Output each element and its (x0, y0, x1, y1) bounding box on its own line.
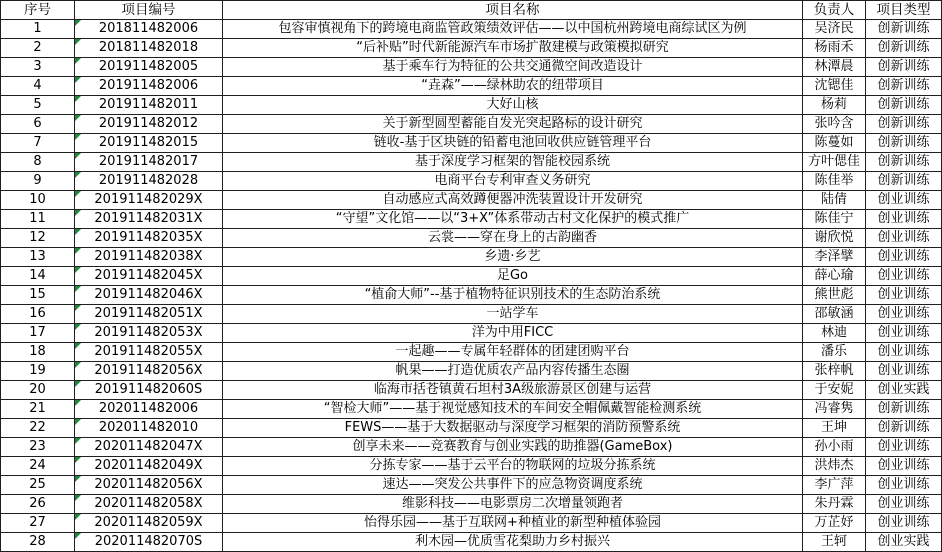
cell-type[interactable]: 创新训练 (866, 96, 942, 115)
text-number-indicator-icon (75, 305, 81, 311)
cell-no[interactable]: 17 (1, 324, 75, 343)
text-number-indicator-icon (75, 343, 81, 349)
cell-leader[interactable]: 方叶偲佳 (803, 153, 866, 172)
cell-type[interactable]: 创业训练 (866, 438, 942, 457)
cell-name[interactable]: 电商平台专利审查义务研究 (223, 172, 803, 191)
cell-no[interactable]: 15 (1, 286, 75, 305)
cell-name[interactable]: 足Go (223, 267, 803, 286)
text-number-indicator-icon (75, 457, 81, 463)
header-row (1, 1, 942, 20)
cell-code-text: 201911482051X (94, 306, 203, 321)
cell-type[interactable]: 创新训练 (866, 77, 942, 96)
cell-code-text: 201811482006 (98, 21, 199, 36)
text-number-indicator-icon (75, 381, 81, 387)
cell-code-text: 201911482006 (98, 78, 199, 93)
cell-leader[interactable]: 杨莉 (803, 96, 866, 115)
cell-name[interactable]: FEWS——基于大数据驱动与深度学习框架的消防预警系统 (223, 419, 803, 438)
text-number-indicator-icon (75, 134, 81, 140)
cell-leader[interactable]: 陈佳宁 (803, 210, 866, 229)
cell-code-text: 201911482011 (98, 97, 199, 112)
cell-code-text: 201911482029X (94, 192, 203, 207)
cell-code[interactable] (75, 115, 223, 134)
text-number-indicator-icon (75, 438, 81, 444)
cell-code[interactable] (75, 514, 223, 533)
text-number-indicator-icon (75, 153, 81, 159)
cell-code[interactable] (75, 305, 223, 324)
cell-no[interactable]: 22 (1, 419, 75, 438)
cell-no[interactable]: 10 (1, 191, 75, 210)
cell-no[interactable]: 11 (1, 210, 75, 229)
header-no[interactable]: 序号 (1, 1, 75, 20)
cell-type[interactable]: 创新训练 (866, 153, 942, 172)
cell-name[interactable]: “守望”文化馆——以“3+X”体系带动古村文化保护的模式推广 (223, 210, 803, 229)
cell-name[interactable]: “后补贴”时代新能源汽车市场扩散建模与政策模拟研究 (223, 39, 803, 58)
cell-leader[interactable]: 林潭晨 (803, 58, 866, 77)
text-number-indicator-icon (75, 400, 81, 406)
header-name[interactable]: 项目名称 (223, 1, 803, 20)
cell-code[interactable] (75, 324, 223, 343)
cell-no[interactable]: 1 (1, 20, 75, 39)
cell-code-text: 202011482056X (94, 477, 203, 492)
cell-type[interactable]: 创业训练 (866, 362, 942, 381)
table-row (1, 20, 942, 39)
cell-code-text: 202011482058X (94, 496, 203, 511)
cell-code[interactable] (75, 172, 223, 191)
table-row (1, 229, 942, 248)
header-code[interactable]: 项目编号 (75, 1, 223, 20)
cell-leader[interactable]: 沈锶佳 (803, 77, 866, 96)
cell-type[interactable]: 创业训练 (866, 476, 942, 495)
cell-type[interactable]: 创业训练 (866, 248, 942, 267)
text-number-indicator-icon (75, 248, 81, 254)
cell-leader[interactable]: 张吟含 (803, 115, 866, 134)
cell-no[interactable]: 3 (1, 58, 75, 77)
cell-code[interactable] (75, 39, 223, 58)
table-row (1, 400, 942, 419)
cell-no[interactable]: 18 (1, 343, 75, 362)
cell-code[interactable] (75, 400, 223, 419)
text-number-indicator-icon (75, 58, 81, 64)
table-row (1, 533, 942, 552)
cell-leader[interactable]: 王轲 (803, 533, 866, 552)
cell-type[interactable]: 创业实践 (866, 533, 942, 552)
cell-code-text: 202011482047X (94, 439, 203, 454)
cell-type[interactable]: 创新训练 (866, 115, 942, 134)
cell-code[interactable] (75, 457, 223, 476)
cell-type[interactable]: 创业训练 (866, 495, 942, 514)
cell-leader[interactable]: 陈佳举 (803, 172, 866, 191)
table-row (1, 457, 942, 476)
cell-type[interactable]: 创业实践 (866, 381, 942, 400)
text-number-indicator-icon (75, 267, 81, 273)
cell-no[interactable]: 24 (1, 457, 75, 476)
cell-name[interactable]: 一起趣——专属年轻群体的团建团购平台 (223, 343, 803, 362)
cell-name[interactable]: 利木园—优质雪花梨助力乡村振兴 (223, 533, 803, 552)
text-number-indicator-icon (75, 20, 81, 26)
cell-name[interactable]: 基于乘车行为特征的公共交通微空间改造设计 (223, 58, 803, 77)
cell-code[interactable] (75, 248, 223, 267)
cell-no[interactable]: 23 (1, 438, 75, 457)
cell-name[interactable]: 链收-基于区块链的铅蓄电池回收供应链管理平台 (223, 134, 803, 153)
cell-code-text: 202011482059X (94, 515, 203, 530)
header-type[interactable]: 项目类型 (866, 1, 942, 20)
cell-type[interactable]: 创业训练 (866, 457, 942, 476)
cell-name[interactable]: 临海市括苍镇黄石坦村3A级旅游景区创建与运营 (223, 381, 803, 400)
cell-code-text: 201911482015 (98, 135, 199, 150)
cell-no[interactable]: 25 (1, 476, 75, 495)
cell-type[interactable]: 创业训练 (866, 324, 942, 343)
cell-name[interactable]: 创享未来——竞赛教育与创业实践的助推器(GameBox) (223, 438, 803, 457)
table-row (1, 438, 942, 457)
cell-leader[interactable]: 熊世彪 (803, 286, 866, 305)
cell-code-text: 202011482010 (98, 420, 199, 435)
cell-code-text: 201911482012 (98, 116, 199, 131)
cell-code[interactable] (75, 495, 223, 514)
cell-code[interactable] (75, 438, 223, 457)
table-row (1, 324, 942, 343)
cell-code[interactable] (75, 210, 223, 229)
cell-no[interactable]: 16 (1, 305, 75, 324)
cell-leader[interactable]: 李泽擘 (803, 248, 866, 267)
cell-no[interactable]: 12 (1, 229, 75, 248)
cell-type[interactable]: 创业训练 (866, 286, 942, 305)
cell-no[interactable]: 21 (1, 400, 75, 419)
text-number-indicator-icon (75, 514, 81, 520)
cell-code[interactable] (75, 343, 223, 362)
text-number-indicator-icon (75, 77, 81, 83)
cell-leader[interactable]: 陈蔓如 (803, 134, 866, 153)
cell-type[interactable]: 创业训练 (866, 305, 942, 324)
cell-code-text: 202011482070S (94, 534, 203, 549)
table-row (1, 77, 942, 96)
table-row (1, 419, 942, 438)
cell-code[interactable] (75, 381, 223, 400)
cell-leader[interactable]: 朱丹霖 (803, 495, 866, 514)
table-row (1, 286, 942, 305)
cell-code[interactable] (75, 20, 223, 39)
cell-name[interactable]: 维影科技——电影票房二次增量领跑者 (223, 495, 803, 514)
cell-no[interactable]: 5 (1, 96, 75, 115)
cell-no[interactable]: 14 (1, 267, 75, 286)
cell-type[interactable]: 创业训练 (866, 267, 942, 286)
table-row (1, 514, 942, 533)
cell-no[interactable]: 26 (1, 495, 75, 514)
cell-type[interactable]: 创新训练 (866, 172, 942, 191)
cell-code-text: 201911482031X (94, 211, 203, 226)
table-row (1, 210, 942, 229)
cell-name[interactable]: 怡得乐园——基于互联网+种植业的新型种植体验园 (223, 514, 803, 533)
cell-leader[interactable]: 陆倩 (803, 191, 866, 210)
table-row (1, 58, 942, 77)
cell-leader[interactable]: 李广萍 (803, 476, 866, 495)
text-number-indicator-icon (75, 210, 81, 216)
cell-code[interactable] (75, 362, 223, 381)
cell-type[interactable]: 创业训练 (866, 191, 942, 210)
cell-type[interactable]: 创新训练 (866, 134, 942, 153)
cell-no[interactable]: 27 (1, 514, 75, 533)
cell-name[interactable]: “垚森”——绿林助农的纽带项目 (223, 77, 803, 96)
cell-no[interactable]: 4 (1, 77, 75, 96)
cell-code-text: 201911482028 (98, 173, 199, 188)
cell-code-text: 201911482055X (94, 344, 203, 359)
cell-leader[interactable]: 吴济民 (803, 20, 866, 39)
cell-code-text: 201911482038X (94, 249, 203, 264)
cell-name[interactable]: 关于新型圆型蓄能自发光突起路标的设计研究 (223, 115, 803, 134)
cell-leader[interactable]: 冯睿隽 (803, 400, 866, 419)
cell-no[interactable]: 28 (1, 533, 75, 552)
table-row (1, 191, 942, 210)
cell-type[interactable]: 创业训练 (866, 343, 942, 362)
cell-leader[interactable]: 张梓帆 (803, 362, 866, 381)
text-number-indicator-icon (75, 419, 81, 425)
table-row (1, 39, 942, 58)
cell-name[interactable]: 分拣专家——基于云平台的物联网的垃圾分拣系统 (223, 457, 803, 476)
text-number-indicator-icon (75, 476, 81, 482)
cell-code-text: 201911482005 (98, 59, 199, 74)
text-number-indicator-icon (75, 191, 81, 197)
cell-name[interactable]: 大好山核 (223, 96, 803, 115)
cell-code-text: 201911482060S (94, 382, 203, 397)
cell-no[interactable]: 6 (1, 115, 75, 134)
cell-name[interactable]: 一站学车 (223, 305, 803, 324)
text-number-indicator-icon (75, 229, 81, 235)
text-number-indicator-icon (75, 172, 81, 178)
cell-code[interactable] (75, 96, 223, 115)
table-row (1, 172, 942, 191)
cell-type[interactable]: 创新训练 (866, 58, 942, 77)
cell-code-text: 201911482017 (98, 154, 199, 169)
cell-code[interactable] (75, 77, 223, 96)
cell-code[interactable] (75, 476, 223, 495)
cell-no[interactable]: 13 (1, 248, 75, 267)
cell-leader[interactable]: 潘乐 (803, 343, 866, 362)
cell-leader[interactable]: 谢欣悦 (803, 229, 866, 248)
table-row (1, 153, 942, 172)
cell-leader[interactable]: 孙小雨 (803, 438, 866, 457)
cell-type[interactable]: 创新训练 (866, 20, 942, 39)
text-number-indicator-icon (75, 324, 81, 330)
cell-type[interactable]: 创业训练 (866, 514, 942, 533)
cell-code-text: 202011482006 (98, 401, 199, 416)
cell-code-text: 201911482053X (94, 325, 203, 340)
text-number-indicator-icon (75, 115, 81, 121)
cell-leader[interactable]: 林迪 (803, 324, 866, 343)
cell-no[interactable]: 2 (1, 39, 75, 58)
cell-code[interactable] (75, 267, 223, 286)
cell-code[interactable] (75, 134, 223, 153)
cell-leader[interactable]: 于安妮 (803, 381, 866, 400)
cell-code[interactable] (75, 533, 223, 552)
text-number-indicator-icon (75, 286, 81, 292)
text-number-indicator-icon (75, 362, 81, 368)
cell-leader[interactable]: 万芷妤 (803, 514, 866, 533)
cell-code-text: 201911482046X (94, 287, 203, 302)
cell-name[interactable]: 洋为中用FICC (223, 324, 803, 343)
text-number-indicator-icon (75, 39, 81, 45)
cell-type[interactable]: 创新训练 (866, 39, 942, 58)
cell-code-text: 201911482056X (94, 363, 203, 378)
cell-name[interactable]: 自动感应式高效蹲便器冲洗装置设计开发研究 (223, 191, 803, 210)
cell-type[interactable]: 创新训练 (866, 400, 942, 419)
table-row (1, 96, 942, 115)
table-row (1, 381, 942, 400)
cell-code[interactable] (75, 58, 223, 77)
cell-leader[interactable]: 王坤 (803, 419, 866, 438)
cell-leader[interactable]: 洪炜杰 (803, 457, 866, 476)
cell-code[interactable] (75, 286, 223, 305)
cell-name[interactable]: 云裳——穿在身上的古韵幽香 (223, 229, 803, 248)
cell-type[interactable]: 创业训练 (866, 229, 942, 248)
table-row (1, 115, 942, 134)
table-row (1, 248, 942, 267)
cell-code[interactable] (75, 191, 223, 210)
cell-name[interactable]: “植俞大师”--基于植物特征识别技术的生态防治系统 (223, 286, 803, 305)
cell-code[interactable] (75, 229, 223, 248)
cell-name[interactable]: 速达——突发公共事件下的应急物资调度系统 (223, 476, 803, 495)
cell-type[interactable]: 创业训练 (866, 210, 942, 229)
header-leader[interactable]: 负责人 (803, 1, 866, 20)
table-row (1, 362, 942, 381)
cell-leader[interactable]: 杨雨禾 (803, 39, 866, 58)
cell-no[interactable]: 19 (1, 362, 75, 381)
cell-leader[interactable]: 邵敏涵 (803, 305, 866, 324)
table-row (1, 495, 942, 514)
cell-code[interactable] (75, 153, 223, 172)
cell-name[interactable]: 帆果——打造优质农产品内容传播生态圈 (223, 362, 803, 381)
cell-type[interactable]: 创新训练 (866, 419, 942, 438)
cell-code-text: 201911482045X (94, 268, 203, 283)
cell-name[interactable]: 包容审慎视角下的跨境电商监管政策绩效评估——以中国杭州跨境电商综试区为例 (223, 20, 803, 39)
cell-name[interactable]: 基于深度学习框架的智能校园系统 (223, 153, 803, 172)
cell-code-text: 201911482035X (94, 230, 203, 245)
cell-code-text: 201811482018 (98, 40, 199, 55)
table-row (1, 476, 942, 495)
cell-code[interactable] (75, 419, 223, 438)
cell-no[interactable]: 9 (1, 172, 75, 191)
cell-leader[interactable]: 薛心瑜 (803, 267, 866, 286)
table-row (1, 305, 942, 324)
table-row (1, 343, 942, 362)
text-number-indicator-icon (75, 96, 81, 102)
cell-code-text: 202011482049X (94, 458, 203, 473)
text-number-indicator-icon (75, 533, 81, 539)
text-number-indicator-icon (75, 495, 81, 501)
cell-no[interactable]: 20 (1, 381, 75, 400)
cell-no[interactable]: 8 (1, 153, 75, 172)
cell-name[interactable]: 乡遗·乡艺 (223, 248, 803, 267)
table-row (1, 134, 942, 153)
cell-no[interactable]: 7 (1, 134, 75, 153)
table-row (1, 267, 942, 286)
cell-name[interactable]: “智检大师”——基于视觉感知技术的车间安全帽佩戴智能检测系统 (223, 400, 803, 419)
